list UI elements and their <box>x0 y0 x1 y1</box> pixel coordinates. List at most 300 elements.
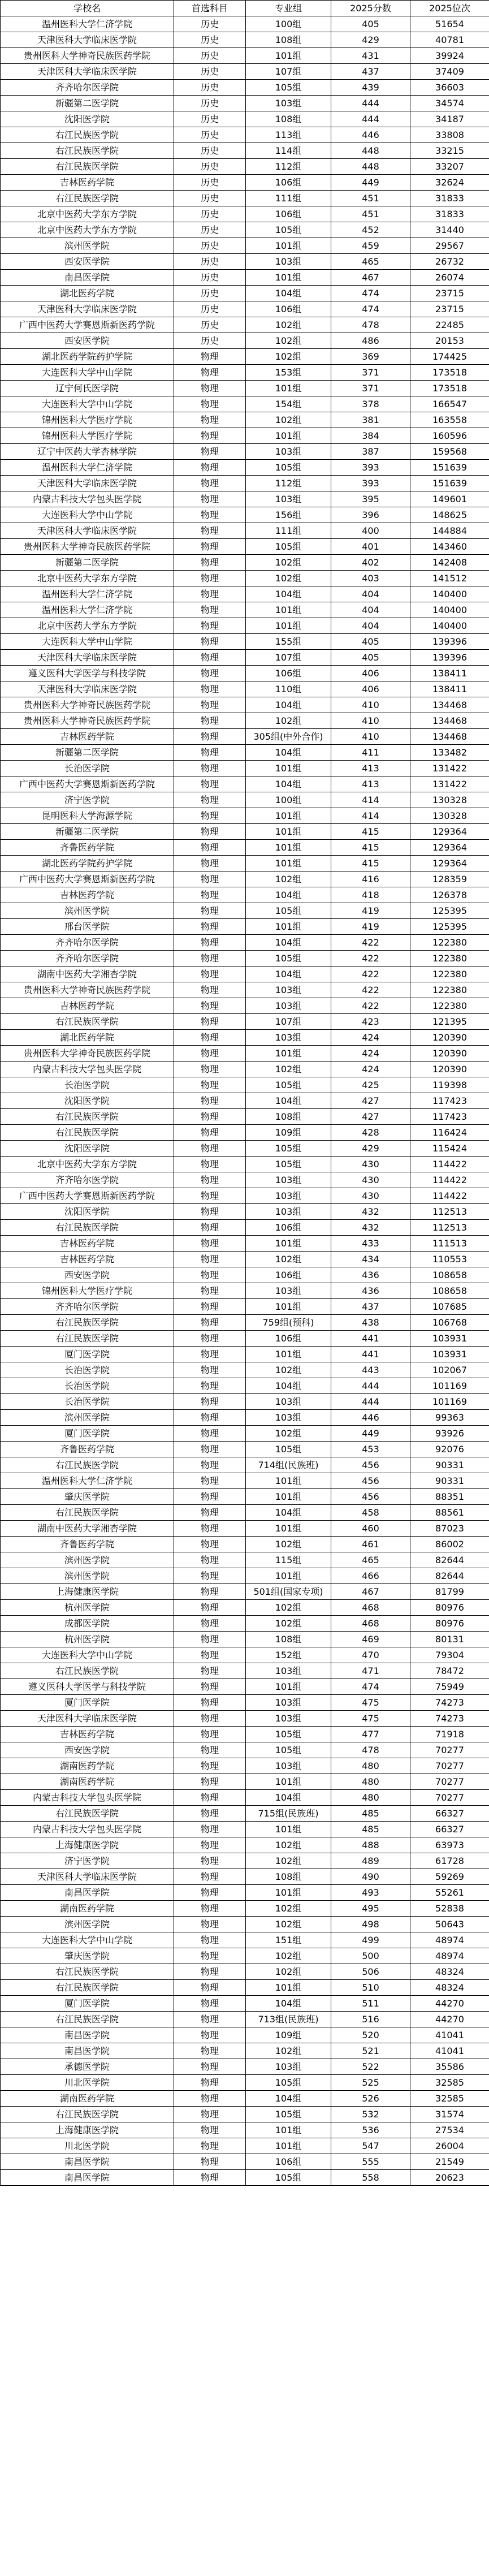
score-cell: 465 <box>331 254 410 270</box>
rank-cell: 134468 <box>410 713 489 729</box>
table-row <box>1 1758 489 1774</box>
group-cell: 108组 <box>246 1109 331 1125</box>
rank-cell: 101169 <box>410 1394 489 1410</box>
school-name-cell: 上海健康医学院 <box>1 1584 174 1600</box>
score-cell: 451 <box>331 191 410 206</box>
table-row <box>1 982 489 998</box>
subject-cell: 物理 <box>174 2027 246 2043</box>
group-cell: 105组 <box>246 539 331 555</box>
table-row <box>1 175 489 191</box>
score-cell: 480 <box>331 1758 410 1774</box>
rank-cell: 74273 <box>410 1711 489 1727</box>
score-cell: 558 <box>331 2170 410 2186</box>
rank-cell: 86002 <box>410 1537 489 1552</box>
subject-cell: 历史 <box>174 96 246 111</box>
school-name-cell: 大连医科大学中山学院 <box>1 634 174 650</box>
group-cell: 305组(中外合作) <box>246 729 331 745</box>
group-cell: 115组 <box>246 1552 331 1568</box>
table-row <box>1 2107 489 2122</box>
score-cell: 371 <box>331 381 410 396</box>
rank-cell: 116424 <box>410 1125 489 1141</box>
school-name-cell: 天津医科大学临床医学院 <box>1 64 174 80</box>
subject-cell: 物理 <box>174 444 246 460</box>
table-row <box>1 681 489 697</box>
school-name-cell: 吉林医药学院 <box>1 887 174 903</box>
score-cell: 437 <box>331 1299 410 1315</box>
rank-cell: 41041 <box>410 2043 489 2059</box>
school-name-cell: 川北医学院 <box>1 2138 174 2154</box>
subject-cell: 物理 <box>174 650 246 666</box>
school-name-cell: 湖南医药学院 <box>1 1901 174 1917</box>
score-cell: 536 <box>331 2122 410 2138</box>
subject-cell: 物理 <box>174 396 246 412</box>
table-row <box>1 966 489 982</box>
score-cell: 521 <box>331 2043 410 2059</box>
group-cell: 102组 <box>246 412 331 428</box>
rank-cell: 80131 <box>410 1632 489 1647</box>
table-row <box>1 381 489 396</box>
rank-cell: 117423 <box>410 1093 489 1109</box>
table-row <box>1 16 489 32</box>
table-row <box>1 2091 489 2107</box>
subject-cell: 物理 <box>174 887 246 903</box>
rank-cell: 130328 <box>410 808 489 824</box>
subject-cell: 历史 <box>174 175 246 191</box>
school-name-cell: 右江民族医学院 <box>1 2012 174 2027</box>
rank-cell: 26004 <box>410 2138 489 2154</box>
subject-cell: 物理 <box>174 1901 246 1917</box>
school-name-cell: 吉林医药学院 <box>1 998 174 1014</box>
school-name-cell: 天津医科大学临床医学院 <box>1 476 174 491</box>
table-row <box>1 254 489 270</box>
school-name-cell: 滨州医学院 <box>1 1410 174 1426</box>
rank-cell: 126378 <box>410 887 489 903</box>
rank-cell: 21549 <box>410 2154 489 2170</box>
table-row <box>1 2154 489 2170</box>
school-name-cell: 大连医科大学中山学院 <box>1 396 174 412</box>
group-cell: 102组 <box>246 317 331 333</box>
school-name-cell: 南昌医学院 <box>1 1885 174 1901</box>
group-cell: 105组 <box>246 1077 331 1093</box>
school-name-cell: 西安医学院 <box>1 333 174 349</box>
score-cell: 516 <box>331 2012 410 2027</box>
table-row <box>1 206 489 222</box>
subject-cell: 物理 <box>174 1616 246 1632</box>
group-cell: 104组 <box>246 697 331 713</box>
header-row <box>1 1 489 16</box>
group-cell: 103组 <box>246 1172 331 1188</box>
group-cell: 102组 <box>246 571 331 586</box>
score-cell: 456 <box>331 1489 410 1505</box>
group-cell: 105组 <box>246 460 331 476</box>
school-name-cell: 杭州医学院 <box>1 1632 174 1647</box>
subject-cell: 物理 <box>174 1172 246 1188</box>
score-cell: 422 <box>331 951 410 966</box>
school-name-cell: 大连医科大学中山学院 <box>1 507 174 523</box>
score-cell: 467 <box>331 270 410 286</box>
table-row <box>1 1980 489 1996</box>
school-name-cell: 沈阳医学院 <box>1 1204 174 1220</box>
table-row <box>1 365 489 381</box>
school-name-cell: 上海健康医学院 <box>1 2122 174 2138</box>
rank-cell: 34574 <box>410 96 489 111</box>
group-cell: 104组 <box>246 286 331 301</box>
group-cell: 103组 <box>246 1394 331 1410</box>
score-cell: 456 <box>331 1473 410 1489</box>
school-name-cell: 内蒙古科技大学包头医学院 <box>1 1062 174 1077</box>
group-cell: 101组 <box>246 1679 331 1695</box>
rank-cell: 139396 <box>410 634 489 650</box>
school-name-cell: 齐齐哈尔医学院 <box>1 80 174 96</box>
table-row <box>1 2043 489 2059</box>
rank-cell: 23715 <box>410 286 489 301</box>
subject-cell: 物理 <box>174 1742 246 1758</box>
score-cell: 485 <box>331 1822 410 1837</box>
group-cell: 101组 <box>246 1299 331 1315</box>
header-subject: 首选科目 <box>174 1 246 16</box>
subject-cell: 物理 <box>174 460 246 476</box>
subject-cell: 物理 <box>174 1236 246 1252</box>
group-cell: 103组 <box>246 1204 331 1220</box>
subject-cell: 物理 <box>174 476 246 491</box>
rank-cell: 71918 <box>410 1727 489 1742</box>
group-cell: 104组 <box>246 745 331 761</box>
group-cell: 101组 <box>246 381 331 396</box>
rank-cell: 151639 <box>410 460 489 476</box>
school-name-cell: 内蒙古科技大学包头医学院 <box>1 1790 174 1806</box>
group-cell: 102组 <box>246 1600 331 1616</box>
group-cell: 100组 <box>246 16 331 32</box>
school-name-cell: 齐鲁医药学院 <box>1 1537 174 1552</box>
table-row <box>1 1220 489 1236</box>
rank-cell: 129364 <box>410 824 489 840</box>
score-cell: 431 <box>331 48 410 64</box>
school-name-cell: 温州医科大学仁济学院 <box>1 1473 174 1489</box>
school-name-cell: 西安医学院 <box>1 1742 174 1758</box>
table-row <box>1 428 489 444</box>
rank-cell: 133482 <box>410 745 489 761</box>
school-name-cell: 南昌医学院 <box>1 2154 174 2170</box>
table-row <box>1 96 489 111</box>
group-cell: 107组 <box>246 650 331 666</box>
group-cell: 107组 <box>246 64 331 80</box>
subject-cell: 历史 <box>174 16 246 32</box>
group-cell: 113组 <box>246 127 331 143</box>
table-row <box>1 238 489 254</box>
score-cell: 401 <box>331 539 410 555</box>
score-cell: 500 <box>331 1948 410 1964</box>
school-name-cell: 齐齐哈尔医学院 <box>1 1299 174 1315</box>
subject-cell: 物理 <box>174 539 246 555</box>
group-cell: 103组 <box>246 1410 331 1426</box>
subject-cell: 物理 <box>174 745 246 761</box>
school-name-cell: 昆明医科大学海源学院 <box>1 808 174 824</box>
subject-cell: 物理 <box>174 1996 246 2012</box>
table-row <box>1 1362 489 1378</box>
school-name-cell: 右江民族医学院 <box>1 127 174 143</box>
table-row <box>1 64 489 80</box>
header-school: 学校名 <box>1 1 174 16</box>
school-name-cell: 吉林医药学院 <box>1 729 174 745</box>
group-cell: 103组 <box>246 1695 331 1711</box>
rank-cell: 66327 <box>410 1822 489 1837</box>
subject-cell: 物理 <box>174 491 246 507</box>
school-name-cell: 贵州医科大学神奇民族医药学院 <box>1 539 174 555</box>
rank-cell: 70277 <box>410 1742 489 1758</box>
school-name-cell: 右江民族医学院 <box>1 1663 174 1679</box>
rank-cell: 33207 <box>410 159 489 175</box>
subject-cell: 历史 <box>174 222 246 238</box>
score-cell: 413 <box>331 776 410 792</box>
subject-cell: 物理 <box>174 1299 246 1315</box>
score-cell: 395 <box>331 491 410 507</box>
subject-cell: 物理 <box>174 1442 246 1457</box>
table-row <box>1 729 489 745</box>
table-row <box>1 1489 489 1505</box>
rank-cell: 120390 <box>410 1062 489 1077</box>
subject-cell: 物理 <box>174 2170 246 2186</box>
score-cell: 437 <box>331 64 410 80</box>
subject-cell: 物理 <box>174 2107 246 2122</box>
score-cell: 425 <box>331 1077 410 1093</box>
subject-cell: 物理 <box>174 1315 246 1331</box>
rank-cell: 173518 <box>410 365 489 381</box>
group-cell: 106组 <box>246 206 331 222</box>
school-name-cell: 右江民族医学院 <box>1 1806 174 1822</box>
school-name-cell: 厦门医学院 <box>1 1996 174 2012</box>
subject-cell: 物理 <box>174 1568 246 1584</box>
score-cell: 477 <box>331 1727 410 1742</box>
rank-cell: 26732 <box>410 254 489 270</box>
score-cell: 456 <box>331 1457 410 1473</box>
score-cell: 499 <box>331 1932 410 1948</box>
table-row <box>1 1172 489 1188</box>
table-row <box>1 1663 489 1679</box>
score-cell: 424 <box>331 1030 410 1046</box>
table-row <box>1 159 489 175</box>
subject-cell: 物理 <box>174 919 246 935</box>
table-row <box>1 1030 489 1046</box>
school-name-cell: 广西中医药大学赛恩斯新医药学院 <box>1 317 174 333</box>
group-cell: 101组 <box>246 618 331 634</box>
rank-cell: 149601 <box>410 491 489 507</box>
group-cell: 103组 <box>246 96 331 111</box>
group-cell: 105组 <box>246 1141 331 1157</box>
subject-cell: 物理 <box>174 1552 246 1568</box>
table-row <box>1 1394 489 1410</box>
subject-cell: 物理 <box>174 1077 246 1093</box>
table-row <box>1 951 489 966</box>
table-row <box>1 808 489 824</box>
group-cell: 101组 <box>246 602 331 618</box>
school-name-cell: 温州医科大学仁济学院 <box>1 460 174 476</box>
table-row <box>1 1236 489 1252</box>
rank-cell: 32624 <box>410 175 489 191</box>
table-row <box>1 1537 489 1552</box>
subject-cell: 物理 <box>174 1521 246 1537</box>
score-cell: 449 <box>331 175 410 191</box>
subject-cell: 历史 <box>174 80 246 96</box>
table-row <box>1 776 489 792</box>
score-cell: 410 <box>331 729 410 745</box>
table-row <box>1 1790 489 1806</box>
school-name-cell: 北京中医药大学东方学院 <box>1 571 174 586</box>
school-name-cell: 天津医科大学临床医学院 <box>1 650 174 666</box>
group-cell: 102组 <box>246 2043 331 2059</box>
table-row <box>1 507 489 523</box>
rank-cell: 93926 <box>410 1426 489 1442</box>
subject-cell: 物理 <box>174 1378 246 1394</box>
rank-cell: 33215 <box>410 143 489 159</box>
table-row <box>1 555 489 571</box>
rank-cell: 48324 <box>410 1980 489 1996</box>
subject-cell: 物理 <box>174 1948 246 1964</box>
group-cell: 104组 <box>246 776 331 792</box>
table-row <box>1 650 489 666</box>
score-cell: 506 <box>331 1964 410 1980</box>
subject-cell: 物理 <box>174 523 246 539</box>
rank-cell: 110553 <box>410 1252 489 1267</box>
score-cell: 419 <box>331 919 410 935</box>
subject-cell: 物理 <box>174 2059 246 2075</box>
table-row <box>1 1917 489 1932</box>
score-cell: 427 <box>331 1093 410 1109</box>
subject-cell: 物理 <box>174 618 246 634</box>
score-cell: 555 <box>331 2154 410 2170</box>
school-name-cell: 滨州医学院 <box>1 903 174 919</box>
subject-cell: 历史 <box>174 159 246 175</box>
table-row <box>1 48 489 64</box>
rank-cell: 27534 <box>410 2122 489 2138</box>
group-cell: 101组 <box>246 238 331 254</box>
score-cell: 446 <box>331 1410 410 1426</box>
rank-cell: 140400 <box>410 602 489 618</box>
table-row <box>1 935 489 951</box>
school-name-cell: 天津医科大学临床医学院 <box>1 523 174 539</box>
subject-cell: 物理 <box>174 1663 246 1679</box>
rank-cell: 44270 <box>410 2012 489 2027</box>
score-cell: 429 <box>331 32 410 48</box>
table-row <box>1 1695 489 1711</box>
table-row <box>1 1204 489 1220</box>
school-name-cell: 锦州医科大学医疗学院 <box>1 1283 174 1299</box>
subject-cell: 物理 <box>174 776 246 792</box>
score-cell: 498 <box>331 1917 410 1932</box>
group-cell: 154组 <box>246 396 331 412</box>
table-row <box>1 396 489 412</box>
group-cell: 105组 <box>246 2170 331 2186</box>
school-name-cell: 齐鲁医药学院 <box>1 1442 174 1457</box>
table-row <box>1 1742 489 1758</box>
score-cell: 444 <box>331 1378 410 1394</box>
group-cell: 105组 <box>246 1742 331 1758</box>
school-name-cell: 大连医科大学中山学院 <box>1 1647 174 1663</box>
subject-cell: 物理 <box>174 1600 246 1616</box>
table-row <box>1 1774 489 1790</box>
score-cell: 430 <box>331 1157 410 1172</box>
rank-cell: 111513 <box>410 1236 489 1252</box>
score-cell: 415 <box>331 856 410 871</box>
rank-cell: 48974 <box>410 1948 489 1964</box>
group-cell: 153组 <box>246 365 331 381</box>
group-cell: 102组 <box>246 1917 331 1932</box>
group-cell: 101组 <box>246 2138 331 2154</box>
rank-cell: 128359 <box>410 871 489 887</box>
subject-cell: 物理 <box>174 1014 246 1030</box>
score-cell: 526 <box>331 2091 410 2107</box>
score-cell: 490 <box>331 1869 410 1885</box>
score-cell: 441 <box>331 1331 410 1347</box>
table-row <box>1 903 489 919</box>
school-name-cell: 右江民族医学院 <box>1 191 174 206</box>
school-name-cell: 湖北医药学院药护学院 <box>1 349 174 365</box>
subject-cell: 物理 <box>174 966 246 982</box>
school-name-cell: 川北医学院 <box>1 2075 174 2091</box>
header-rank: 2025位次 <box>410 1 489 16</box>
table-row <box>1 1347 489 1362</box>
group-cell: 103组 <box>246 1758 331 1774</box>
group-cell: 101组 <box>246 2122 331 2138</box>
table-row <box>1 1283 489 1299</box>
table-row <box>1 1600 489 1616</box>
group-cell: 104组 <box>246 935 331 951</box>
school-name-cell: 右江民族医学院 <box>1 1109 174 1125</box>
subject-cell: 物理 <box>174 2075 246 2091</box>
group-cell: 151组 <box>246 1932 331 1948</box>
table-row <box>1 1552 489 1568</box>
group-cell: 104组 <box>246 1996 331 2012</box>
school-name-cell: 温州医科大学仁济学院 <box>1 16 174 32</box>
group-cell: 105组 <box>246 2075 331 2091</box>
subject-cell: 物理 <box>174 1157 246 1172</box>
rank-cell: 78472 <box>410 1663 489 1679</box>
table-row <box>1 1299 489 1315</box>
score-cell: 404 <box>331 602 410 618</box>
score-cell: 414 <box>331 808 410 824</box>
group-cell: 101组 <box>246 1521 331 1537</box>
score-cell: 396 <box>331 507 410 523</box>
score-cell: 547 <box>331 2138 410 2154</box>
table-row <box>1 1616 489 1632</box>
table-row <box>1 1157 489 1172</box>
table-row <box>1 1853 489 1869</box>
score-cell: 469 <box>331 1632 410 1647</box>
subject-cell: 物理 <box>174 507 246 523</box>
school-name-cell: 贵州医科大学神奇民族医药学院 <box>1 48 174 64</box>
table-row <box>1 491 489 507</box>
table-row <box>1 286 489 301</box>
school-name-cell: 右江民族医学院 <box>1 1980 174 1996</box>
subject-cell: 物理 <box>174 2154 246 2170</box>
rank-cell: 112513 <box>410 1220 489 1236</box>
group-cell: 104组 <box>246 2091 331 2107</box>
school-name-cell: 贵州医科大学神奇民族医药学院 <box>1 982 174 998</box>
group-cell: 104组 <box>246 1790 331 1806</box>
school-name-cell: 杭州医学院 <box>1 1600 174 1616</box>
group-cell: 101组 <box>246 761 331 776</box>
rank-cell: 122380 <box>410 982 489 998</box>
score-cell: 510 <box>331 1980 410 1996</box>
group-cell: 102组 <box>246 1062 331 1077</box>
score-cell: 444 <box>331 111 410 127</box>
subject-cell: 物理 <box>174 792 246 808</box>
score-cell: 441 <box>331 1347 410 1362</box>
score-cell: 430 <box>331 1172 410 1188</box>
rank-cell: 103931 <box>410 1331 489 1347</box>
subject-cell: 物理 <box>174 1711 246 1727</box>
school-name-cell: 锦州医科大学医疗学院 <box>1 412 174 428</box>
group-cell: 104组 <box>246 887 331 903</box>
